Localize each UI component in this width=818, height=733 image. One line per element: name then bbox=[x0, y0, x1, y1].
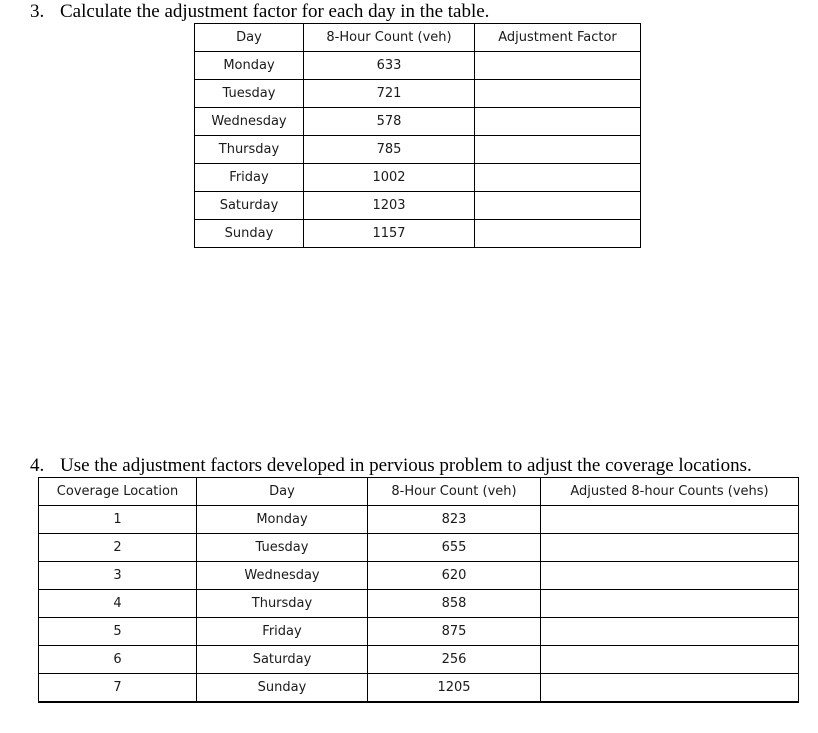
day-cell: Friday bbox=[195, 164, 304, 192]
day-cell: Monday bbox=[197, 506, 368, 534]
day-cell: Saturday bbox=[197, 646, 368, 674]
day-cell: Tuesday bbox=[197, 534, 368, 562]
adjusted-count-cell[interactable] bbox=[541, 562, 799, 590]
adjusted-count-cell[interactable] bbox=[541, 506, 799, 534]
table-row bbox=[39, 534, 799, 562]
day-cell: Thursday bbox=[195, 136, 304, 164]
location-cell: 4 bbox=[39, 590, 197, 618]
column-header-coverage-location: Coverage Location bbox=[39, 478, 197, 506]
table-row bbox=[195, 136, 641, 164]
adjusted-count-cell[interactable] bbox=[541, 646, 799, 674]
location-cell: 3 bbox=[39, 562, 197, 590]
adjusted-count-cell[interactable] bbox=[541, 618, 799, 646]
location-cell: 1 bbox=[39, 506, 197, 534]
table-row bbox=[195, 220, 641, 248]
table-row bbox=[39, 646, 799, 674]
day-cell: Sunday bbox=[195, 220, 304, 248]
adjustment-factor-cell[interactable] bbox=[475, 164, 641, 192]
table-row bbox=[39, 506, 799, 534]
table-row bbox=[195, 164, 641, 192]
count-cell: 620 bbox=[368, 562, 541, 590]
table-header-row bbox=[195, 24, 641, 52]
location-cell: 2 bbox=[39, 534, 197, 562]
column-header-count: 8-Hour Count (veh) bbox=[304, 24, 475, 52]
column-header-adjustment-factor: Adjustment Factor bbox=[475, 24, 641, 52]
column-header-day: Day bbox=[197, 478, 368, 506]
adjustment-factor-cell[interactable] bbox=[475, 192, 641, 220]
location-cell: 7 bbox=[39, 674, 197, 703]
count-cell: 1002 bbox=[304, 164, 475, 192]
count-cell: 655 bbox=[368, 534, 541, 562]
column-header-day: Day bbox=[195, 24, 304, 52]
adjusted-count-cell[interactable] bbox=[541, 534, 799, 562]
count-cell: 1157 bbox=[304, 220, 475, 248]
table-header-row bbox=[39, 478, 799, 506]
question-3-number: 3. bbox=[30, 1, 45, 22]
adjustment-factor-cell[interactable] bbox=[475, 220, 641, 248]
count-cell: 578 bbox=[304, 108, 475, 136]
day-cell: Friday bbox=[197, 618, 368, 646]
table-row bbox=[195, 192, 641, 220]
count-cell: 256 bbox=[368, 646, 541, 674]
day-cell: Saturday bbox=[195, 192, 304, 220]
table-row bbox=[39, 618, 799, 646]
adjustment-factor-cell[interactable] bbox=[475, 52, 641, 80]
column-header-adjusted-counts: Adjusted 8-hour Counts (vehs) bbox=[541, 478, 799, 506]
count-cell: 633 bbox=[304, 52, 475, 80]
day-cell: Thursday bbox=[197, 590, 368, 618]
adjustment-factor-table bbox=[194, 23, 641, 248]
adjusted-count-cell[interactable] bbox=[541, 590, 799, 618]
coverage-location-table bbox=[38, 477, 799, 703]
table-row bbox=[195, 52, 641, 80]
day-cell: Sunday bbox=[197, 674, 368, 703]
count-cell: 721 bbox=[304, 80, 475, 108]
location-cell: 6 bbox=[39, 646, 197, 674]
day-cell: Monday bbox=[195, 52, 304, 80]
count-cell: 823 bbox=[368, 506, 541, 534]
count-cell: 875 bbox=[368, 618, 541, 646]
day-cell: Wednesday bbox=[197, 562, 368, 590]
question-4-number: 4. bbox=[30, 455, 45, 476]
table-row bbox=[195, 80, 641, 108]
day-cell: Tuesday bbox=[195, 80, 304, 108]
question-4-text: Use the adjustment factors developed in pervious problem to adjust the coverage locations. bbox=[60, 455, 752, 476]
table-row bbox=[195, 108, 641, 136]
table-row bbox=[39, 590, 799, 618]
table-row bbox=[39, 674, 799, 703]
count-cell: 785 bbox=[304, 136, 475, 164]
adjustment-factor-cell[interactable] bbox=[475, 136, 641, 164]
column-header-count: 8-Hour Count (veh) bbox=[368, 478, 541, 506]
adjustment-factor-cell[interactable] bbox=[475, 80, 641, 108]
question-3-text: Calculate the adjustment factor for each day in the table. bbox=[60, 1, 490, 22]
table-row bbox=[39, 562, 799, 590]
day-cell: Wednesday bbox=[195, 108, 304, 136]
count-cell: 858 bbox=[368, 590, 541, 618]
adjustment-factor-cell[interactable] bbox=[475, 108, 641, 136]
count-cell: 1205 bbox=[368, 674, 541, 703]
question-4 bbox=[30, 455, 752, 477]
question-3 bbox=[30, 1, 489, 23]
location-cell: 5 bbox=[39, 618, 197, 646]
count-cell: 1203 bbox=[304, 192, 475, 220]
adjusted-count-cell[interactable] bbox=[541, 674, 799, 703]
